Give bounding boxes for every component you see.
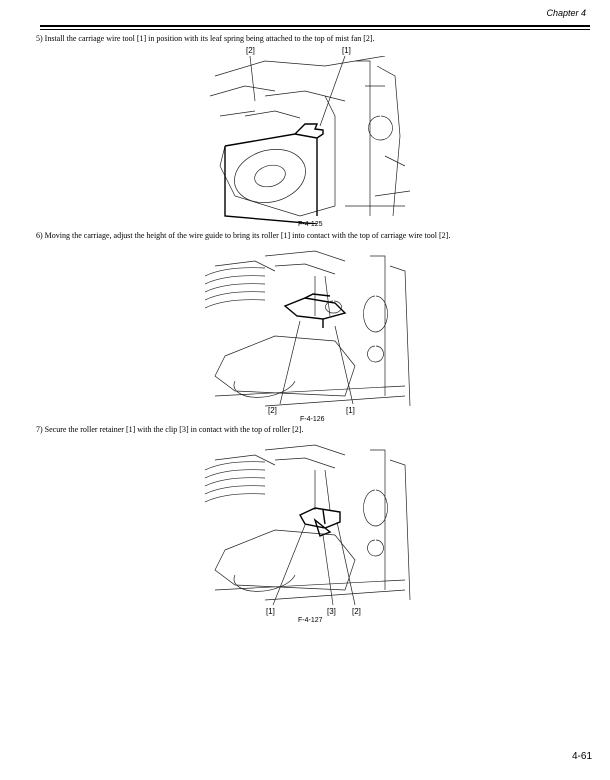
step-6-text: 6) Moving the carriage, adjust the height of the wire guide to bring its roller [1] into contact with the top of carriage wire tool [2]. (36, 231, 451, 240)
figure-caption: F-4-126 (300, 416, 325, 423)
figure-caption: F-4-127 (298, 617, 323, 624)
figure-label: [1] (342, 46, 351, 55)
step-7-text: 7) Secure the roller retainer [1] with the clip [3] in contact with the top of roller [2]. (36, 425, 304, 434)
chapter-header: Chapter 4 (546, 8, 586, 18)
header-rule-thin (40, 29, 590, 30)
figure-label: [3] (327, 607, 336, 616)
figure-caption: F-4-125 (298, 221, 323, 228)
figure-label: [1] (266, 607, 275, 616)
figure-f-4-127 (205, 440, 415, 608)
figure-f-4-125 (205, 56, 415, 224)
figure-f-4-126 (205, 246, 415, 411)
page-number: 4-61 (571, 751, 592, 762)
figure-label: [2] (246, 46, 255, 55)
figure-label: [2] (352, 607, 361, 616)
figure-label: [1] (346, 406, 355, 415)
header-rule (40, 25, 590, 27)
step-5-text: 5) Install the carriage wire tool [1] in position with its leaf spring being attached to the top of mist fan [2]. (36, 34, 375, 43)
figure-label: [2] (268, 406, 277, 415)
